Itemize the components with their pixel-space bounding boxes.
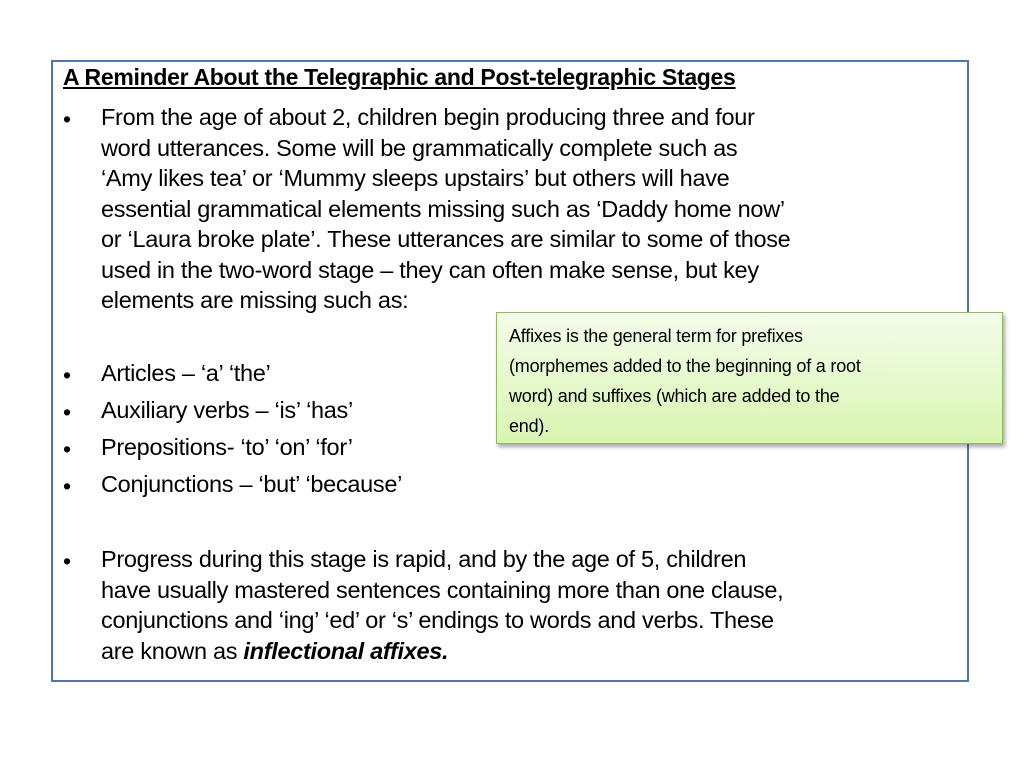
note-line: (morphemes added to the beginning of a root xyxy=(509,356,861,376)
paragraph-line: or ‘Laura broke plate’. These utterances are similar to some of those xyxy=(101,226,791,252)
list-item-articles: Articles – ‘a’ ‘the’ xyxy=(101,360,271,386)
paragraph-line: ‘Amy likes tea’ or ‘Mummy sleeps upstairs’ but others will have xyxy=(101,165,730,191)
paragraph-line-prefix: are known as xyxy=(101,637,244,664)
paragraph-line: elements are missing such as: xyxy=(101,287,409,313)
affixes-note-box xyxy=(496,312,1003,444)
list-item-auxiliary-verbs: Auxiliary verbs – ‘is’ ‘has’ xyxy=(101,397,353,423)
slide-title: A Reminder About the Telegraphic and Post-telegraphic Stages xyxy=(63,64,736,90)
bullet-marker: • xyxy=(63,106,72,132)
bullet-marker: • xyxy=(63,436,72,462)
paragraph-line: essential grammatical elements missing such as ‘Daddy home now’ xyxy=(101,195,785,222)
paragraph-line: conjunctions and ‘ing’ ‘ed’ or ‘s’ endings to words and verbs. These xyxy=(101,607,774,633)
paragraph-progress xyxy=(101,544,783,666)
note-line: end). xyxy=(509,416,550,436)
bullet-marker: • xyxy=(63,473,72,499)
paragraph-line: used in the two-word stage – they can often make sense, but key xyxy=(101,256,759,283)
inflectional-affixes-term: inflectional affixes. xyxy=(243,637,449,664)
list-item-conjunctions: Conjunctions – ‘but’ ‘because’ xyxy=(101,471,403,497)
paragraph-line xyxy=(101,636,783,667)
bullet-marker: • xyxy=(63,548,72,574)
note-line: word) and suffixes (which are added to the xyxy=(509,386,840,406)
paragraph-line: From the age of about 2, children begin producing three and four xyxy=(101,104,755,130)
paragraph-intro xyxy=(101,102,790,316)
bullet-marker: • xyxy=(63,362,72,388)
paragraph-line: word utterances. Some will be grammatically complete such as xyxy=(101,134,738,161)
bullet-marker: • xyxy=(63,399,72,425)
paragraph-line: have usually mastered sentences containing more than one clause, xyxy=(101,576,784,603)
note-line: Affixes is the general term for prefixes xyxy=(509,326,803,346)
list-item-prepositions: Prepositions- ‘to’ ‘on’ ‘for’ xyxy=(101,434,353,460)
paragraph-line: Progress during this stage is rapid, and by the age of 5, children xyxy=(101,546,747,572)
